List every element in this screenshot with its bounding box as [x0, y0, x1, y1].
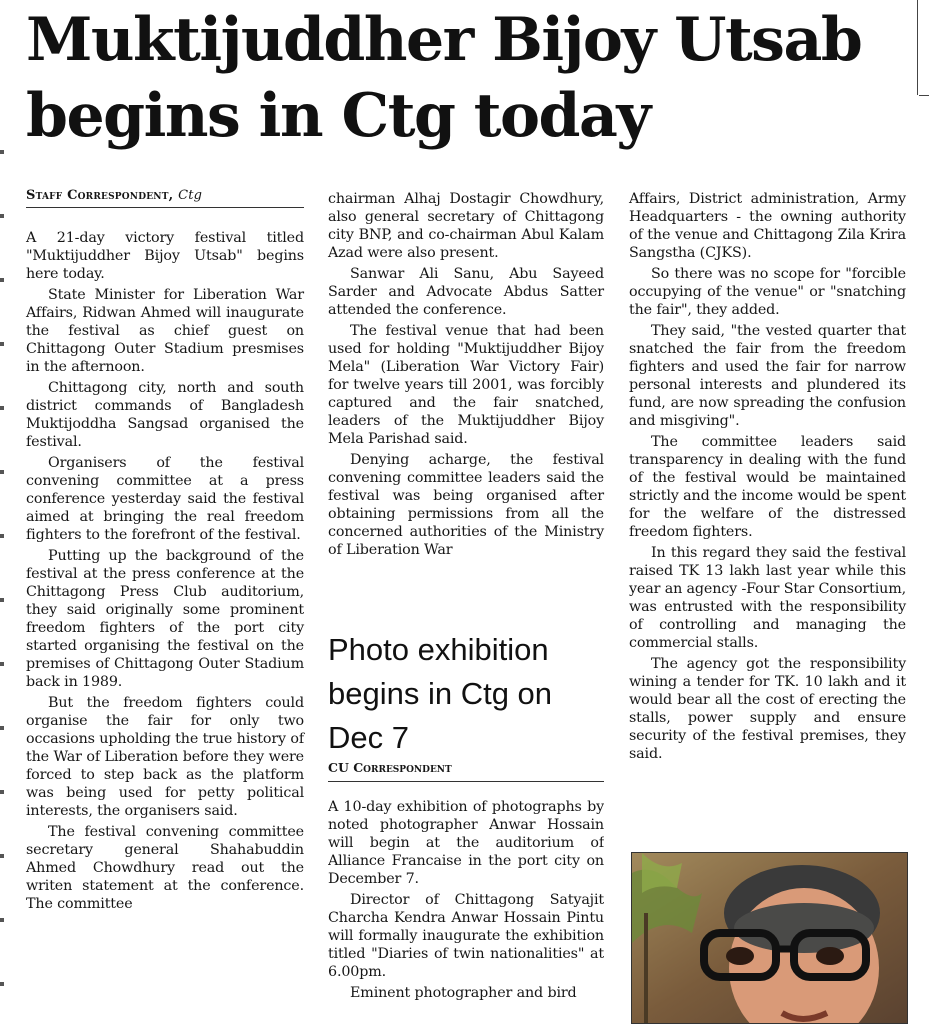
byline-location: Ctg: [178, 188, 203, 203]
article-paragraph: State Minister for Liberation War Affairs, Ridwan Ahmed will inaugurate the festival as chief guest on Chittagong Outer Stadium presmises in the afternoon.: [26, 287, 304, 375]
portrait-illustration: [632, 853, 907, 1023]
article-paragraph: chairman Alhaj Dostagir Chowdhury, also general secretary of Chittagong city BNP, and co-chairman Abul Kalam Azad were also present.: [328, 191, 604, 261]
main-headline: Muktijuddher Bijoy Utsab begins in Ctg today: [26, 5, 862, 151]
article-column-3: [629, 190, 906, 766]
article-paragraph: Organisers of the festival convening committee at a press conference yesterday said the festival aimed at bringing the real freedom fighters to the forefront of the festival.: [26, 455, 304, 543]
page-edge-line: [919, 95, 929, 96]
article-paragraph: The festival convening committee secretary general Shahabuddin Ahmed Chowdhury read out the writen statement at the conference. The committee: [26, 824, 304, 912]
article-paragraph: The festival venue that had been used for holding "Muktijuddher Bijoy Mela" (Liberation War Victory Fair) for twelve years till 2001, was forcibly captured and the fair snatched, leaders of the Muktijuddher Bijoy Mela Parishad said.: [328, 323, 604, 447]
article-paragraph: Director of Chittagong Satyajit Charcha Kendra Anwar Hossain Pintu will formally inaugurate the exhibition titled "Diaries of twin nationalities" at 6.00pm.: [328, 892, 604, 980]
second-story-byline: [328, 760, 604, 782]
article-paragraph: The agency got the responsibility wining a tender for TK. 10 lakh and it would bear all the cost of erecting the stalls, power supply and ensure security of the festival premises, they said.: [629, 656, 906, 762]
column-rule-marks: [0, 90, 4, 990]
article-paragraph: But the freedom fighters could organise the fair for only two occasions upholding the true history of the War of Liberation before they were forced to step back as the platform was being used for petty political interests, the organisers said.: [26, 695, 304, 819]
byline: [26, 188, 304, 208]
article-paragraph: Denying acharge, the festival convening committee leaders said the festival was being organised after obtaining permissions from all the concerned authorities of the Ministry of Liberation War: [328, 452, 604, 558]
article-paragraph: Affairs, District administration, Army Headquarters - the owning authority of the venue and Chittagong Zila Krira Sangstha (CJKS).: [629, 191, 906, 261]
article-column-1: [26, 229, 304, 916]
article-paragraph: Eminent photographer and bird: [350, 985, 577, 1001]
article-paragraph: Sanwar Ali Sanu, Abu Sayeed Sarder and Advocate Abdus Satter attended the conference.: [328, 266, 604, 318]
article-paragraph: So there was no scope for "forcible occupying of the venue" or "snatching the fair", they added.: [629, 266, 906, 318]
second-story-body: [328, 798, 604, 1017]
article-paragraph: A 21-day victory festival titled "Muktijuddher Bijoy Utsab" begins here today.: [26, 230, 304, 282]
article-paragraph: A 10-day exhibition of photographs by noted photographer Anwar Hossain will begin at the auditorium of Alliance Francaise in the port city on December 7.: [328, 799, 604, 887]
article-paragraph: The committee leaders said transparency in dealing with the fund of the festival would be maintained strictly and the income would be spent for the welfare of the distressed freedom fighters.: [629, 434, 906, 540]
article-paragraph: Chittagong city, north and south district commands of Bangladesh Muktijoddha Sangsad organised the festival.: [26, 380, 304, 450]
page-edge-line: [917, 0, 918, 95]
second-story-headline: Photo exhibition begins in Ctg on Dec 7: [328, 632, 553, 755]
article-paragraph: In this regard they said the festival raised TK 13 lakh last year while this year an agency -Four Star Consortium, was entrusted with the responsibility of controlling and managing the commercial stalls.: [629, 545, 906, 651]
article-column-2: [328, 190, 604, 562]
byline-label: Staff Correspondent,: [26, 188, 174, 203]
article-paragraph: Putting up the background of the festival at the press conference at the Chittagong Press Club auditorium, they said originally some prominent freedom fighters of the port city started organising the festival on the premises of Chittagong Outer Stadium back in 1989.: [26, 548, 304, 690]
portrait-photo: [631, 852, 908, 1024]
article-paragraph: They said, "the vested quarter that snatched the fair from the freedom fighters and used the fair for narrow personal interests and plundered its fund, are now spreading the confusion and misgiving".: [629, 323, 906, 429]
second-story-byline-label: CU Correspondent: [328, 760, 452, 775]
